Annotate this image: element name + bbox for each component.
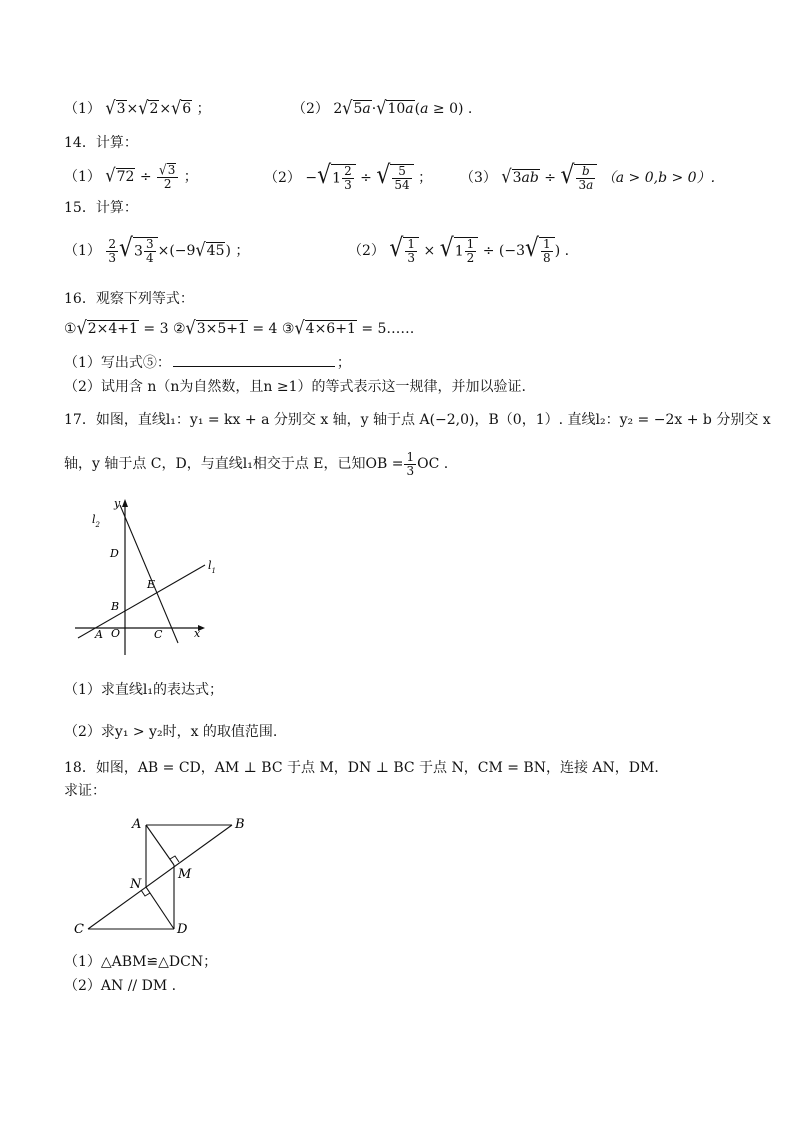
q15-p2-end: .	[564, 243, 570, 259]
q14-p2-expr: −√1 $\frac{2}{3}$ ÷ √ $\frac{5}{54}$	[305, 170, 413, 186]
label-D: D	[110, 547, 119, 560]
q15-p2	[348, 234, 569, 266]
q17-p2: （2）求y₁ > y₂时，x 的取值范围.	[64, 724, 278, 740]
q18-p2: （2）AN // DM .	[64, 978, 177, 994]
q15-p1-expr: $\frac{2}{3}$ √3 $\frac{3}{4}$ ×(−9√45)	[108, 234, 231, 265]
label-N: N	[130, 877, 142, 892]
q17-line1: 17．如图，直线l₁：y₁ = kx + a 分别交 x 轴，y 轴于点 A(−2,0)，B（0，1）. 直线l₂：y₂ = −2x + b 分别交 x	[64, 412, 771, 428]
label-B: B	[111, 600, 120, 613]
q16-title: 16．观察下列等式：	[64, 291, 194, 307]
q16-eq3-value: = 5……	[361, 321, 415, 337]
q14-p1-expr: √72 ÷ $\frac{√3}{2}$	[105, 169, 179, 185]
segment-AM	[146, 825, 174, 865]
q14-p2-label: （2）	[264, 170, 301, 186]
line-l2	[120, 505, 178, 643]
label-x: x	[194, 627, 201, 640]
label-M: M	[178, 867, 192, 882]
answer-blank[interactable]	[173, 352, 335, 367]
q17-line2-text: 轴，y 轴于点 C，D，与直线l₁相交于点 E，已知OB =	[64, 456, 404, 472]
label-l1: $l_1$	[208, 559, 216, 575]
label-O: O	[111, 627, 121, 640]
q14-p3-cond: （a > 0,b > 0）.	[601, 170, 716, 186]
q18-line2: 求证：	[64, 783, 106, 799]
segment-DN	[146, 887, 174, 929]
segment-BC	[88, 825, 232, 929]
q13-p1-label: （1）	[64, 101, 101, 117]
label-y: y	[114, 497, 121, 510]
q16-p1-end: ；	[336, 355, 351, 371]
q18-figure	[70, 812, 260, 942]
q16-p1	[64, 352, 351, 373]
label-E: E	[147, 578, 156, 591]
q14-p2-end: ；	[418, 170, 433, 186]
label-C: C	[154, 628, 163, 641]
label-l2: $l_2$	[92, 513, 100, 529]
label-A: A	[132, 817, 142, 832]
q15-p2-expr: √ $\frac{1}{3}$ × √1 $\frac{1}{2}$ ÷ (−3√ $\frac{1}{8}$ )	[389, 234, 561, 265]
q14-title: 14．计算：	[64, 135, 138, 151]
q18-p1: （1）△ABM≌△DCN；	[64, 954, 218, 970]
q17-line2-end: OC .	[417, 456, 449, 472]
q13-row	[64, 98, 211, 119]
q14-p1-end: ；	[183, 169, 198, 185]
q13-p1-expr: √3×√2×√6	[105, 96, 192, 119]
q18-line1: 18．如图，AB = CD，AM ⊥ BC 于点 M，DN ⊥ BC 于点 N，CM = BN，连接 AN，DM.	[64, 760, 659, 776]
q15-title: 15．计算：	[64, 200, 138, 216]
q16-eq3-marker: ③	[281, 321, 295, 337]
q15-p1-label: （1）	[64, 243, 101, 259]
label-D: D	[177, 922, 188, 937]
q15-p2-label: （2）	[348, 243, 385, 259]
q14-p3-label: （3）	[460, 170, 497, 186]
q16-eq2-value: = 4	[252, 321, 278, 337]
q13-p2-expr: 2√5a·√10a(a ≥ 0)	[333, 96, 464, 119]
q16-eq2-marker: ②	[172, 321, 186, 337]
q13-p2-label: （2）	[292, 101, 329, 117]
q14-p3-expr: √3ab ÷ √ $\frac{b}{3a}$	[501, 170, 597, 186]
q16-p2: （2）试用含 n（n为自然数，且n ≥1）的等式表示这一规律，并加以验证.	[64, 379, 526, 395]
q17-line2: 轴，y 轴于点 C，D，与直线l₁相交于点 E，已知OB = $\frac{1}{3}$ OC .	[64, 449, 449, 478]
q17-p1: （1）求直线l₁的表达式；	[64, 682, 223, 698]
q16-p1-text: （1）写出式⑤：	[64, 355, 171, 371]
q15-p1	[64, 234, 249, 266]
q16-eq1-value: = 3	[143, 321, 169, 337]
q13-p1-end: ；	[196, 101, 211, 117]
q16-eq1-marker: ①	[64, 321, 77, 337]
q17-figure	[70, 495, 220, 665]
q13-p2-end: .	[467, 101, 473, 117]
q14-p3	[460, 162, 715, 192]
q15-p1-end: ；	[235, 243, 250, 259]
q16-equations: ①√2×4+1 = 3 ②√3×5+1 = 4 ③√4×6+1 = 5……	[64, 316, 415, 339]
label-B: B	[235, 817, 245, 832]
y-axis-arrow	[122, 499, 128, 507]
label-C: C	[74, 922, 84, 937]
q13-row2	[292, 98, 472, 119]
label-A: A	[95, 628, 103, 641]
q14-p1-label: （1）	[64, 169, 101, 185]
q14-p1	[64, 162, 198, 191]
q14-p2	[264, 162, 432, 192]
